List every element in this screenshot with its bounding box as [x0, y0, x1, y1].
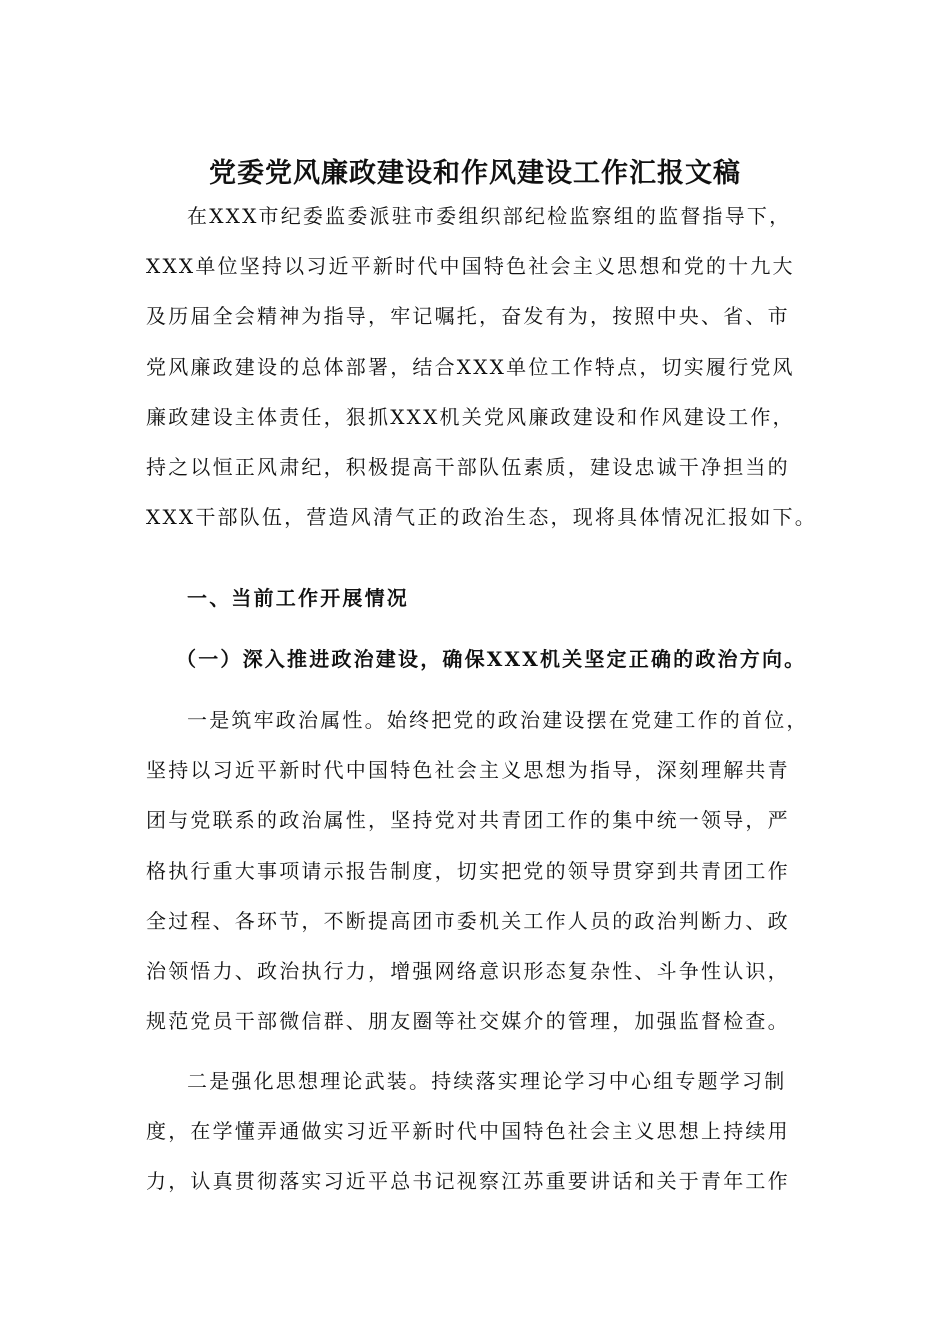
paragraph-line: 廉政建设主体责任，狠抓XXX机关党风廉政建设和作风建设工作， — [146, 404, 795, 429]
paragraph-line: 在XXX市纪委监委派驻市委组织部纪检监察组的监督指导下， — [187, 204, 792, 228]
paragraph-line: 坚持以习近平新时代中国特色社会主义思想为指导，深刻理解共青 — [146, 758, 790, 783]
paragraph-line: 持之以恒正风肃纪，积极提高干部队伍素质，建设忠诚干净担当的 — [146, 455, 790, 480]
paragraph-line: 及历届全会精神为指导，牢记嘱托，奋发有为，按照中央、省、市 — [146, 304, 790, 329]
paragraph-line: 全过程、各环节，不断提高团市委机关工作人员的政治判断力、政 — [146, 908, 790, 933]
paragraph-line: 党风廉政建设的总体部署，结合XXX单位工作特点，切实履行党风 — [146, 354, 795, 379]
point-two-paragraph — [146, 1056, 818, 1207]
paragraph-line: 度，在学懂弄通做实习近平新时代中国特色社会主义思想上持续用 — [146, 1119, 790, 1144]
subsection-heading: （一）深入推进政治建设，确保XXX机关坚定正确的政治方向。 — [176, 647, 807, 671]
paragraph-line: 二是强化思想理论武装。持续落实理论学习中心组专题学习制 — [187, 1069, 787, 1093]
paragraph-line: 格执行重大事项请示报告制度，切实把党的领导贯穿到共青团工作 — [146, 858, 790, 883]
section-heading: 一、当前工作开展情况 — [187, 586, 409, 610]
intro-paragraph — [146, 191, 818, 542]
paragraph-line: 治领悟力、政治执行力，增强网络意识形态复杂性、斗争性认识， — [146, 959, 790, 984]
paragraph-line: 团与党联系的政治属性，坚持党对共青团工作的集中统一领导，严 — [146, 808, 790, 833]
paragraph-line: XXX单位坚持以习近平新时代中国特色社会主义思想和党的十九大 — [146, 254, 795, 279]
paragraph-line: 力，认真贯彻落实习近平总书记视察江苏重要讲话和关于青年工作 — [146, 1169, 790, 1194]
point-one-paragraph — [146, 695, 818, 1046]
paragraph-line: 规范党员干部微信群、朋友圈等社交媒介的管理，加强监督检查。 — [146, 1009, 790, 1034]
paragraph-line: XXX干部队伍，营造风清气正的政治生态，现将具体情况汇报如下。 — [146, 505, 817, 530]
document-title: 党委党风廉政建设和作风建设工作汇报文稿 — [209, 158, 741, 189]
paragraph-line: 一是筑牢政治属性。始终把党的政治建设摆在党建工作的首位， — [187, 708, 809, 732]
